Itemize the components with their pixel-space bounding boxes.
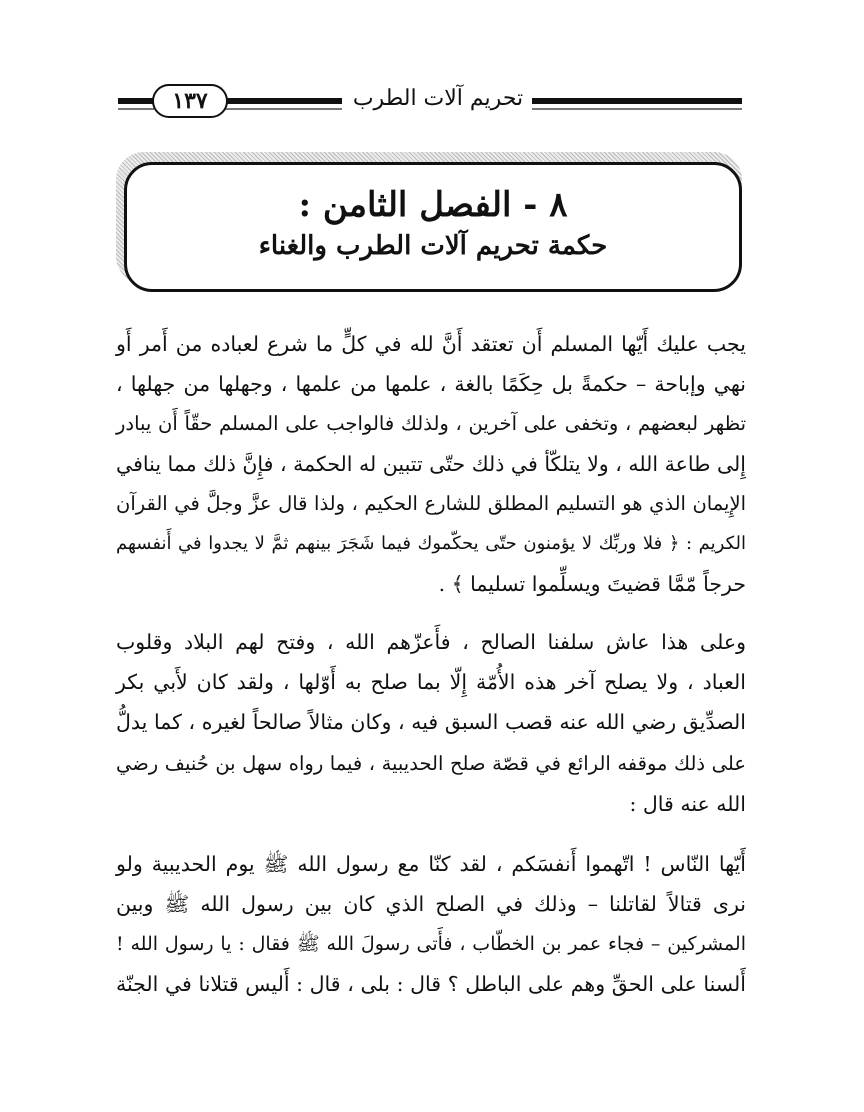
text-line: أَيّها النّاس ! اتّهموا أَنفسَكم ، لقد كنّا مع رسول الله ﷺ يوم الحديبية ولو bbox=[116, 852, 746, 876]
text-line: حرجاً مّمَّا قضيتَ ويسلِّموا تسليما ﴾ . bbox=[438, 572, 746, 596]
text-line: أَلسنا على الحقِّ وهم على الباطل ؟ قال : بلى ، قال : أَليس قتلانا في الجنّة bbox=[116, 972, 746, 996]
header-rule bbox=[222, 98, 342, 104]
text-line: الإِيمان الذي هو التسليم المطلق للشارع الحكيم ، ولذا قال عزَّ وجلَّ في القرآن bbox=[116, 492, 746, 515]
text-line: نهي وإباحة – حكمةً بل حِكَمًا بالغة ، علمها من علمها ، وجهلها من جهلها ، bbox=[116, 372, 746, 396]
text-line: تظهر لبعضهم ، وتخفى على آخرين ، ولذلك فالواجب على المسلم حقّاً أَن يبادر bbox=[116, 412, 746, 435]
running-title: تحريم آلات الطرب bbox=[352, 86, 524, 111]
text-line: على ذلك موقفه الرائع في قصّة صلح الحديبية ، فيما رواه سهل بن حُنيف رضي bbox=[116, 752, 746, 775]
text-line: الله عنه قال : bbox=[629, 792, 746, 816]
text-line: العباد ، ولا يصلح آخر هذه الأُمّة إِلّا بما صلح به أَوّلها ، ولقد كان لأَبي بكر bbox=[116, 670, 746, 694]
header-rule bbox=[532, 98, 742, 104]
text-line: يجب عليك أَيّها المسلم أَن تعتقد أَنَّ لله في كلٍّ ما شرع لعباده من أَمر أَو bbox=[116, 332, 746, 356]
chapter-heading-box bbox=[124, 162, 742, 292]
text-line: الكريم : ﴿ فلا وربِّك لا يؤمنون حتّى يحكّموك فيما شَجَرَ بينهم ثمَّ لا يجدوا في أَنفسهم bbox=[116, 533, 746, 554]
chapter-title: ٨ - الفصل الثامن : bbox=[298, 185, 568, 225]
header-rule bbox=[118, 98, 154, 104]
text-line: وعلى هذا عاش سلفنا الصالح ، فأَعزّهم الله ، وفتح لهم البلاد وقلوب bbox=[116, 630, 746, 654]
text-line: إِلى طاعة الله ، ولا يتلكّأ في ذلك حتّى تتبين له الحكمة ، فإِنَّ ذلك مما ينافي bbox=[116, 452, 746, 476]
header-rule-thin bbox=[118, 108, 154, 110]
header-rule-thin bbox=[532, 108, 742, 110]
text-line: المشركين – فجاء عمر بن الخطّاب ، فأَتى رسولَ الله ﷺ فقال : يا رسول الله ! bbox=[116, 933, 746, 955]
page-header bbox=[118, 82, 742, 122]
text-line: الصدِّيق رضي الله عنه قصب السبق فيه ، وكان مثالاً صالحاً لغيره ، كما يدلُّ bbox=[116, 710, 746, 734]
text-line: نرى قتالاً لقاتلنا – وذلك في الصلح الذي كان بين رسول الله ﷺ وبين bbox=[116, 892, 746, 916]
page-number: ١٣٧ bbox=[152, 84, 228, 118]
header-rule-thin bbox=[222, 108, 342, 110]
chapter-subtitle: حكمة تحريم آلات الطرب والغناء bbox=[258, 231, 608, 261]
